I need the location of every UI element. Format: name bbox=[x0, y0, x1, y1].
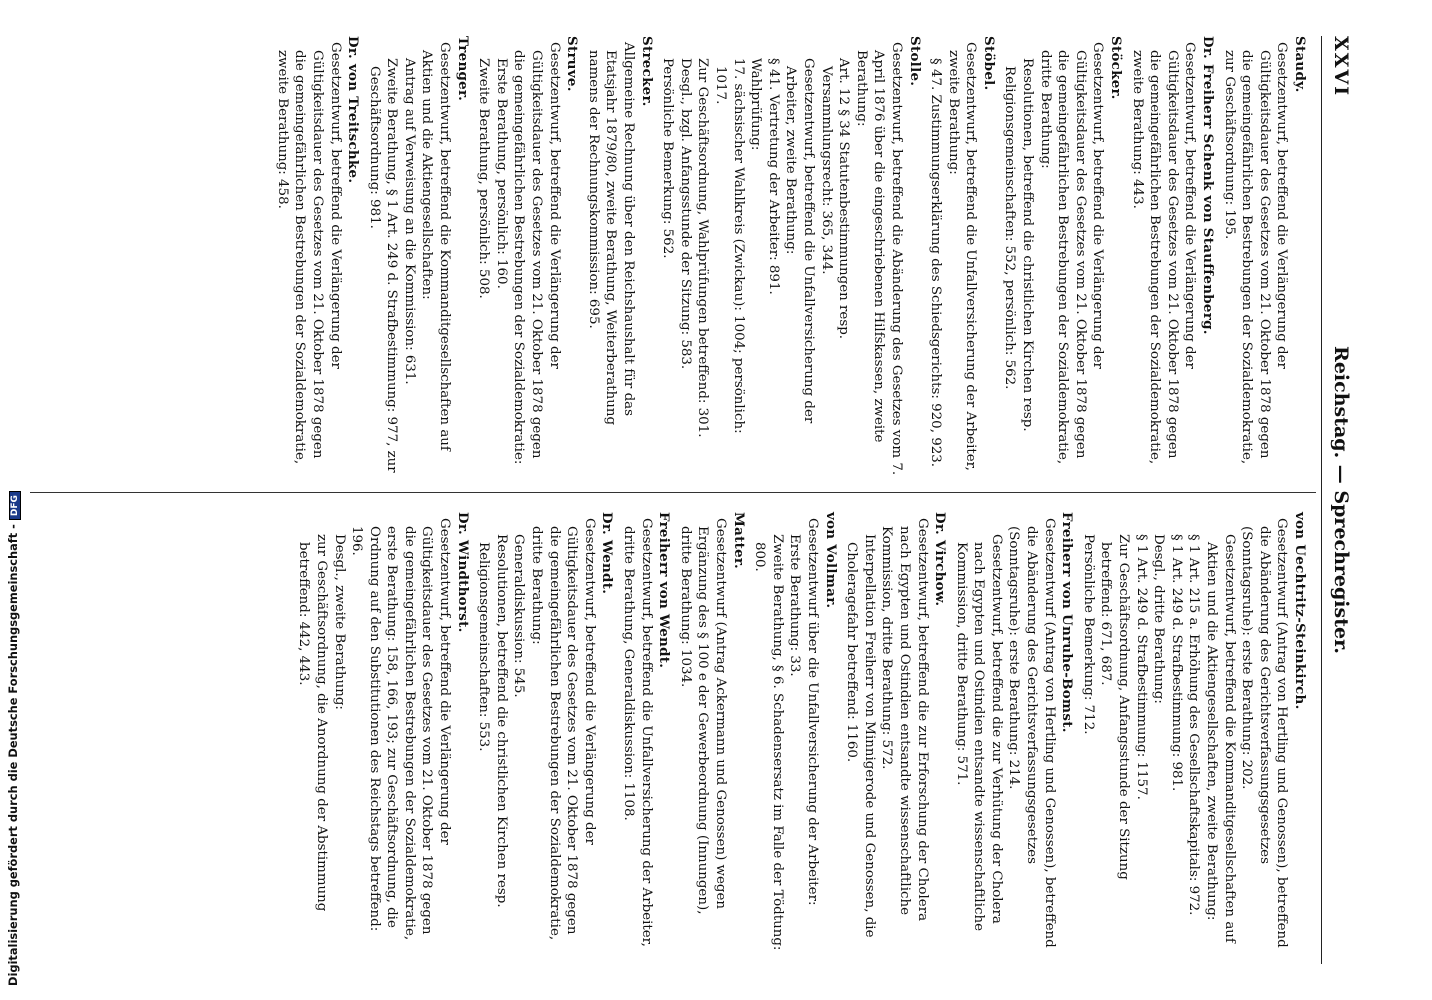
register-entry bbox=[659, 36, 923, 476]
entry-line: zur Geschäftsordnung, die Anordnung der Abstimmung betreffend: 442, 443. bbox=[296, 534, 329, 912]
entry-line: Wahlprüfung: bbox=[748, 58, 764, 151]
register-entry bbox=[1128, 36, 1216, 476]
entry-line: Erste Berathung: 33. bbox=[787, 534, 803, 677]
entry-line: Generaldiskussion: 545. bbox=[511, 534, 527, 698]
speaker-name: von Vollmar. bbox=[822, 512, 839, 609]
speaker-name: Dr. Wendt. bbox=[599, 512, 616, 595]
credit-text: Digitalisierung gefördert durch die Deutsche Forschungsgemeinschaft - bbox=[6, 524, 20, 986]
register-entry bbox=[475, 512, 616, 952]
entry-line: Gesetzentwurf, betreffend die Verlängerung der Gültigkeitsdauer des Gesetzes vom 21. Oktober 1878 gegen die gemeingefährlichen Bestrebungen der Sozialdemokratie: bbox=[511, 42, 562, 465]
register-entry bbox=[927, 36, 997, 476]
column-divider bbox=[30, 492, 1316, 493]
register-entry bbox=[273, 36, 361, 476]
entry-line: Zweite Berathung, persönlich: 508. bbox=[476, 58, 492, 299]
entry-line: Persönliche Bemerkung: 562. bbox=[660, 58, 676, 259]
speaker-name: Stöcker. bbox=[1108, 36, 1125, 100]
page-number: XXVI bbox=[1330, 36, 1352, 98]
entry-line: Interpellation Freiherr von Minnigerode und Genossen, die Choleragefahr betreffend: 1160. bbox=[844, 534, 877, 938]
entry-line: Zweite Berathung, § 6. Schadensersatz im Falle der Tödtung: 800. bbox=[752, 534, 785, 951]
entry-line: Allgemeine Rechnung über den Reichshaushalt für das Etatsjahr 1879/80, zweite Berathung, Weiterberathung namens der Rechnungskommission: 695. bbox=[585, 42, 637, 426]
speaker-name: Trenger. bbox=[454, 36, 471, 102]
entry-line: Gesetzentwurf, betreffend die Unfallversicherung der Arbeiter, zweite Berathung: bbox=[945, 42, 979, 471]
entry-line: Gesetzentwurf (Antrag Ackermann und Genossen) wegen Ergänzung des § 100 e der Gewerbeordnung (Innungen), dritte Berathung: 1034. bbox=[677, 518, 728, 915]
entry-line: Art. 12 § 34 Statutenbestimmungen resp. Versammlungsrecht: 365, 344. bbox=[818, 58, 852, 340]
entry-line: Gesetzentwurf (Antrag von Hertling und Genossen), betreffend die Abänderung des Gerichtsverfassungsgesetzes (Sonntagsruhe): erste Berathung: 202. bbox=[1239, 518, 1290, 948]
speaker-name: von Uechtritz-Steinkirch. bbox=[1292, 512, 1308, 710]
entry-line: Zur Geschäftsordnung, Wahlprüfungen betreffend: 301. bbox=[695, 58, 711, 438]
entry-line: Gesetzentwurf, betreffend die Verlängerung der Gültigkeitsdauer des Gesetzes vom 21. Oktober 1878 gegen die gemeingefährlichen Bestrebungen der Sozialdemokratie, zur Geschäftsordnung: 195. bbox=[1221, 42, 1290, 465]
speaker-name: Freiherr von Wendt. bbox=[656, 512, 673, 669]
entry-line: Zur Geschäftsordnung, Anfangsstunde der Sitzung betreffend: 671, 687. bbox=[1098, 534, 1132, 880]
entry-line: Desgl., zweite Berathung: bbox=[331, 534, 347, 710]
entry-line: Erste Berathung, persönlich: 160. bbox=[493, 58, 509, 289]
register-entry bbox=[295, 512, 471, 952]
entry-line: Gesetzentwurf über die Unfallversicherung der Arbeiter: bbox=[804, 518, 820, 906]
register-entry bbox=[584, 36, 654, 476]
entry-line: Resolutionen, betreffend die christlichen Kirchen resp. Religionsgemeinschaften: 553. bbox=[476, 534, 509, 908]
entry-line: Gesetzentwurf, betreffend die Verlängerung der Gültigkeitsdauer des Gesetzes vom 21. Oktober 1878 gegen die gemeingefährlichen Bestrebungen der Sozialdemokratie, dritte Berathung: bbox=[529, 518, 597, 941]
register-entry bbox=[952, 512, 1075, 952]
register-entry bbox=[1079, 512, 1308, 952]
entry-line: Gesetzentwurf, betreffend die Verlängerung der Gültigkeitsdauer des Gesetzes vom 21. Oktober 1878 gegen die gemeingefährlichen Bestrebungen der Sozialdemokratie, zweite Berathung: 458. bbox=[274, 42, 343, 465]
speaker-name: Dr. Windthorst. bbox=[454, 512, 471, 633]
register-entry bbox=[365, 36, 471, 476]
register-entry bbox=[676, 512, 746, 952]
entry-line: Gesetzentwurf, betreffend die Kommanditgesellschaften auf Aktien und die Aktiengesellschaften: bbox=[419, 42, 453, 451]
register-entry bbox=[619, 512, 672, 952]
entry-line: Zweite Berathung, § 1 Art. 249 d. Strafbestimmung: 977, zur Geschäftsordnung: 981. bbox=[366, 58, 400, 473]
entry-line: Gesetzentwurf (Antrag von Hertling und Genossen), betreffend die Abänderung des Gerichtsverfassungsgesetzes (Sonntagsruhe): erste Berathung: 214. bbox=[1006, 518, 1057, 948]
entry-line: Persönliche Bemerkung: 712. bbox=[1080, 534, 1096, 735]
speaker-name: Dr. Virchow. bbox=[932, 512, 949, 607]
speaker-name: Struve. bbox=[564, 36, 581, 92]
header-rule bbox=[1321, 36, 1322, 964]
entry-line: Gesetzentwurf, betreffend die Unfallversicherung der Arbeiter, dritte Berathung, Generaldiskussion: 1108. bbox=[621, 518, 654, 947]
entry-line: Gesetzentwurf, betreffend die Verlängerung der Gültigkeitsdauer des Gesetzes vom 21. Oktober 1878 gegen die gemeingefährlichen Bestrebungen der Sozialdemokratie, dritte Berathung: bbox=[1037, 42, 1106, 465]
register-entry bbox=[1220, 36, 1308, 476]
entry-line: § 1 Art. 249 d. Strafbestimmung: 1157. bbox=[1133, 534, 1149, 800]
right-column bbox=[291, 512, 1308, 952]
entry-line: Gesetzentwurf, betreffend die Abänderung des Gesetzes vom 7. April 1876 über die eingeschriebenen Hilfskassen, zweite Berathung: bbox=[853, 42, 904, 476]
digitization-credit bbox=[6, 491, 21, 986]
entry-line: Desgl., dritte Berathung: bbox=[1151, 534, 1167, 704]
entry-line: Gesetzentwurf, betreffend die Unfallversicherung der Arbeiter, zweite Berathung: bbox=[783, 58, 816, 424]
speaker-name: Strecker. bbox=[638, 36, 655, 107]
entry-line: 17. sächsischer Wahlkreis (Zwickau): 1004; persönlich: 1017. bbox=[713, 58, 746, 434]
register-entry bbox=[843, 512, 949, 952]
entry-line: Desgl., bzgl. Anfangsstunde der Sitzung: 583. bbox=[677, 58, 693, 370]
entry-line: § 1 Art. 249 d. Strafbestimmung: 981. bbox=[1168, 534, 1184, 792]
speaker-name: Dr. von Treitschke. bbox=[345, 36, 362, 184]
register-entry bbox=[751, 512, 839, 952]
speaker-name: Stolle. bbox=[906, 36, 923, 87]
entry-line: Gesetzentwurf, betreffend die Verlängerung der Gültigkeitsdauer des Gesetzes vom 21. Oktober 1878 gegen die gemeingefährlichen Bestrebungen der Sozialdemokratie, erste Berathung: 158, 166, 193; zur Geschäftsordnung, die Ordnung auf den Substitutionen des Reichstags betreffend: 196. bbox=[349, 518, 453, 941]
register-entry bbox=[475, 36, 581, 476]
left-column bbox=[269, 36, 1308, 476]
entry-line: § 47. Zustimmungserklärung des Schiedsgerichts: 920, 923. bbox=[928, 58, 944, 468]
entry-line: Gesetzentwurf, betreffend die Kommanditgesellschaften auf Aktien und die Aktiengesellschaften, zweite Berathung: bbox=[1204, 534, 1237, 943]
entry-line: Resolutionen, betreffend die christlichen Kirchen resp. Religionsgemeinschaften: 552, persönlich: 562. bbox=[1002, 58, 1036, 432]
entry-line: Antrag auf Verweisung an die Kommission: 631. bbox=[401, 58, 417, 385]
speaker-name: Staudy. bbox=[1292, 36, 1308, 93]
speaker-name: Freiherr von Unruhe-Bomst. bbox=[1059, 512, 1076, 733]
running-title: Reichstag. — Sprechregister. bbox=[1330, 346, 1352, 654]
page-header bbox=[1326, 36, 1352, 964]
entry-line: Gesetzentwurf, betreffend die zur Verhütung der Cholera nach Egypten und Ostindien entsandte wissenschaftliche Kommission, dritte Berathung: 571. bbox=[953, 534, 1004, 932]
entry-line: Gesetzentwurf, betreffend die Verlängerung der Gültigkeitsdauer des Gesetzes vom 21. Oktober 1878 gegen die gemeingefährlichen Bestrebungen der Sozialdemokratie, zweite Berathung: 443. bbox=[1129, 42, 1198, 465]
register-entry bbox=[1001, 36, 1124, 476]
speaker-name: Stöbel. bbox=[980, 36, 997, 91]
entry-line: § 41. Vertretung der Arbeiter: 891. bbox=[765, 58, 781, 295]
speaker-name: Matter. bbox=[730, 512, 747, 569]
digitization-strip bbox=[1, 0, 27, 1000]
dfg-logo: DFG bbox=[9, 491, 21, 520]
entry-line: Gesetzentwurf, betreffend die zur Erforschung der Cholera nach Egypten und Ostindien entsandte wissenschaftliche Kommission, dritte Berathung: 572. bbox=[879, 518, 930, 922]
entry-line: § 1 Art. 215 a. Erhöhung des Gesellschaftskapitals: 972. bbox=[1186, 534, 1202, 916]
speaker-name: Dr. Freiherr Schenk von Stauffenberg. bbox=[1200, 36, 1217, 335]
